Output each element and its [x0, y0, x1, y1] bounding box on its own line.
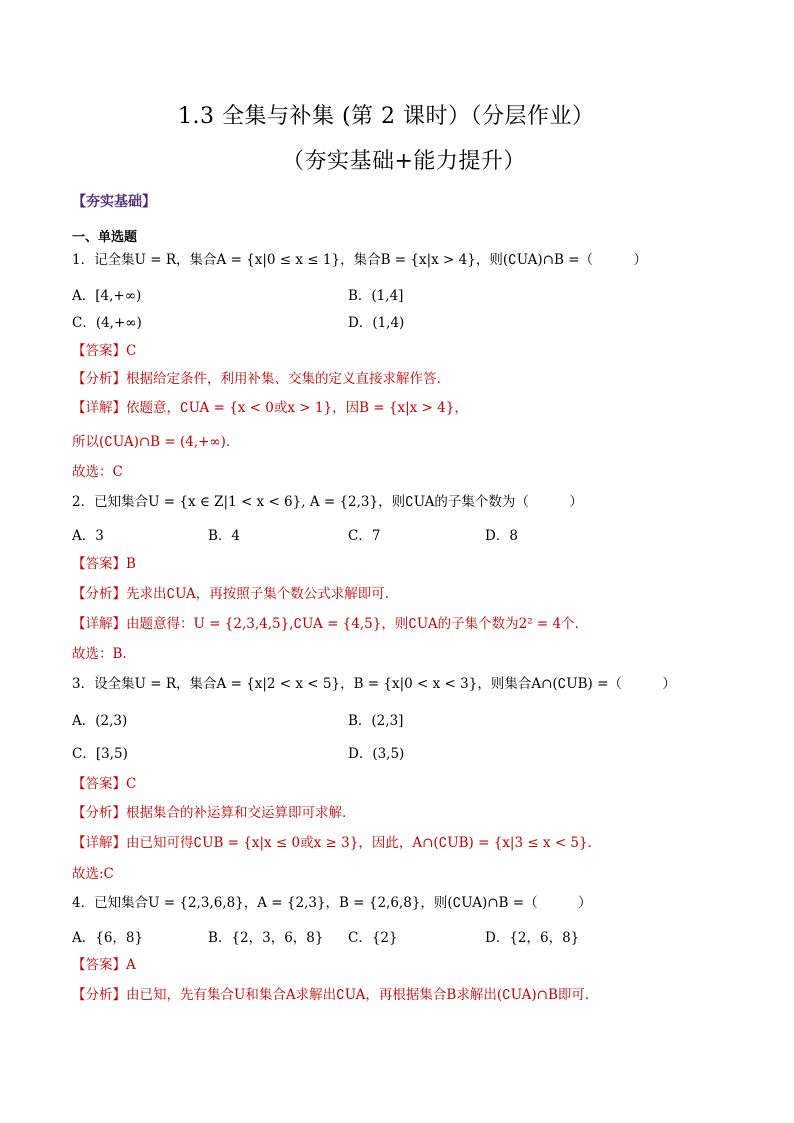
q1-detail-line2: 所以(∁UA)∩B = (4,+∞).	[72, 434, 231, 450]
q2-option-b: B．4	[208, 528, 241, 544]
q4-option-b: B．{2，3，6，8}	[208, 930, 324, 946]
q1-stem: 1．记全集U = R，集合A = {x|0 ≤ x ≤ 1}，集合B = {x|x > 4}，则(∁UA)∩B =（ ）	[72, 252, 648, 268]
q3-answer: 【答案】C	[72, 776, 137, 792]
page-title: 1.3 全集与补集 (第 2 课时）（分层作业）	[178, 104, 595, 129]
q1-detail-line1: 【详解】依题意，∁UA = {x < 0或x > 1}，因B = {x|x > 4}，	[72, 400, 468, 416]
q2-answer: 【答案】B	[72, 556, 136, 572]
section-heading: 【夯实基础】	[72, 194, 156, 210]
q1-option-a: A．[4,+∞)	[72, 288, 142, 304]
q3-analysis: 【分析】根据集合的补运算和交运算即可求解.	[72, 805, 347, 821]
q4-option-c: C．{2}	[348, 930, 398, 946]
q2-choice: 故选：B.	[72, 646, 127, 662]
q4-answer: 【答案】A	[72, 957, 136, 973]
q2-stem: 2．已知集合U = {x ∈ Z|1 < x < 6}, A = {2,3}，则∁UA的子集个数为（ ）	[72, 494, 583, 510]
q4-option-d: D．{2，6，8}	[485, 930, 580, 946]
q2-analysis: 【分析】先求出∁UA，再按照子集个数公式求解即可.	[72, 586, 390, 602]
q3-option-c: C．[3,5)	[72, 746, 128, 762]
q3-stem: 3．设全集U = R，集合A = {x|2 < x < 5}，B = {x|0 < x < 3}，则集合A∩(∁UB) =（ ）	[72, 676, 676, 692]
q4-stem: 4．已知集合U = {2,3,6,8}，A = {2,3}，B = {2,6,8}，则(∁UA)∩B =（ ）	[72, 895, 592, 911]
q1-choice: 故选：C	[72, 464, 123, 480]
q3-option-a: A．(2,3)	[72, 713, 128, 729]
q2-option-c: C．7	[348, 528, 381, 544]
q1-option-b: B．(1,4]	[348, 288, 404, 304]
q4-option-a: A．{6，8}	[72, 930, 144, 946]
q3-choice: 故选:C	[72, 866, 114, 882]
question-type-heading: 一、单选题	[72, 230, 138, 245]
q1-analysis: 【分析】根据给定条件，利用补集、交集的定义直接求解作答.	[72, 371, 441, 387]
q4-analysis: 【分析】由已知，先有集合U和集合A求解出∁UA，再根据集合B求解出(∁UA)∩B即可.	[72, 987, 590, 1003]
q1-answer: 【答案】C	[72, 343, 137, 359]
q3-option-b: B．(2,3]	[348, 713, 404, 729]
q3-detail: 【详解】由已知可得∁UB = {x|x ≤ 0或x ≥ 3}，因此，A∩(∁UB) = {x|3 ≤ x < 5}.	[72, 835, 592, 851]
q2-detail: 【详解】由题意得：U = {2,3,4,5},∁UA = {4,5}，则∁UA的子集个数为2² = 4个.	[72, 616, 579, 632]
q2-option-a: A．3	[72, 528, 104, 544]
q1-option-c: C．(4,+∞)	[72, 315, 142, 331]
q2-option-d: D．8	[485, 528, 518, 544]
q3-option-d: D．(3,5)	[348, 746, 405, 762]
q1-option-d: D．(1,4)	[348, 315, 405, 331]
page-subtitle: （夯实基础+能力提升）	[282, 149, 526, 174]
